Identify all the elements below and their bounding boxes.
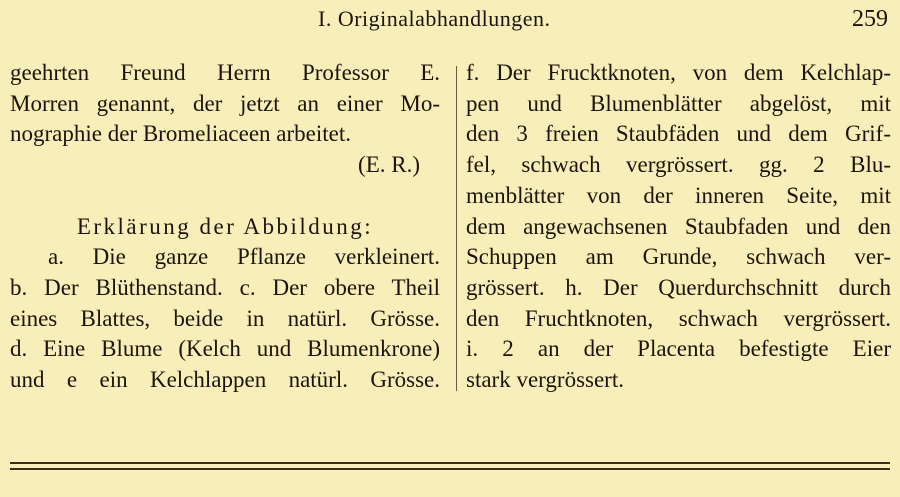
legend-line: a. Die ganze Pflanze verkleinert. [48,244,440,270]
text-line: geehrten Freund Herrn Professor E. [10,60,440,85]
legend-line: stark vergrössert. [466,367,624,393]
legend-line: und e ein Kelchlappen natürl. Grösse. [10,367,440,393]
page-number: 259 [852,6,888,32]
author-signature: (E. R.) [358,152,420,178]
legend-line: grössert. h. Der Querdurchschnitt durch [466,274,891,300]
text-line: Morren genannt, der jetzt an einer Mo- [10,90,440,116]
running-title: I. Originalabhandlungen. [318,6,551,31]
running-head [0,6,900,36]
legend-line: den 3 freien Staubfäden und dem Grif- [466,121,891,147]
figure-legend-heading: Erklärung der Abbildung: [76,213,374,239]
legend-line: fel, schwach vergrössert. gg. 2 Blu- [466,152,891,178]
legend-line: dem angewachsenen Staubfaden und den [466,213,891,239]
column-divider [456,66,457,391]
legend-line: eines Blattes, beide in natürl. Grösse. [10,305,440,331]
footer-rule [10,468,890,470]
legend-line: d. Eine Blume (Kelch und Blumenkrone) [10,336,440,362]
left-column [10,58,440,396]
right-column [466,58,891,396]
legend-line: i. 2 an der Placenta befestigte Eier [466,336,891,362]
legend-line: menblätter von der inneren Seite, mit [466,182,891,208]
legend-line: den Fruchtknoten, schwach vergrössert. [466,305,891,331]
legend-line: pen und Blumenblätter abgelöst, mit [466,90,891,116]
legend-line: b. Der Blüthenstand. c. Der obere Theil [10,274,440,300]
legend-line: Schuppen am Grunde, schwach ver- [466,244,891,270]
legend-line: f. Der Frucktknoten, von dem Kelchlap- [466,60,891,85]
blank-line [10,181,440,212]
text-line: nographie der Bromeliaceen arbeitet. [10,121,352,147]
footer-rule [10,462,890,464]
